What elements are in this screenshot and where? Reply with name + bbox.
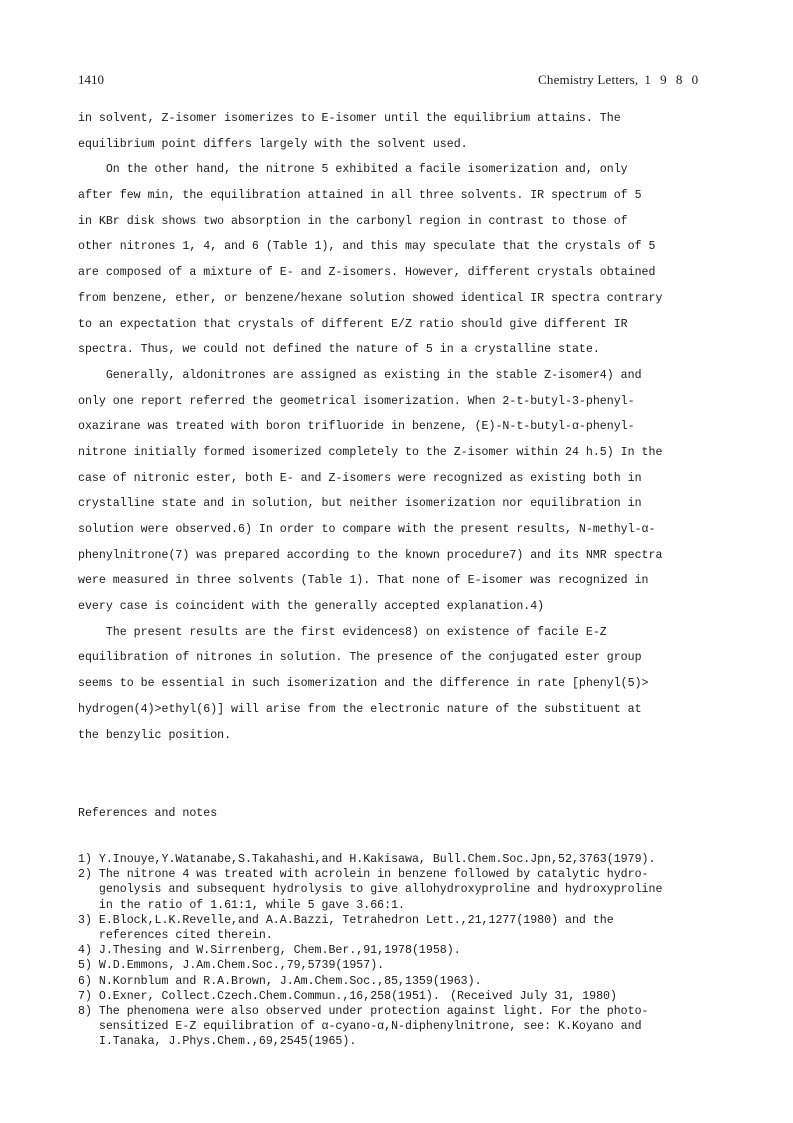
reference-line: genolysis and subsequent hydrolysis to give allohydroxyproline and hydroxyproline xyxy=(78,883,663,897)
reference-line: I.Tanaka, J.Phys.Chem.,69,2545(1965). xyxy=(78,1035,357,1049)
references-section xyxy=(78,776,728,1080)
reference-line: 5) W.D.Emmons, J.Am.Chem.Soc.,79,5739(1957). xyxy=(78,959,385,973)
running-header xyxy=(538,72,701,88)
reference-line: sensitized E-Z equilibration of α-cyano-α,N-diphenylnitrone, see: K.Koyano and xyxy=(78,1020,642,1034)
reference-line: 3) E.Block,L.K.Revelle,and A.A.Bazzi, Tetrahedron Lett.,21,1277(1980) and the xyxy=(78,913,614,927)
references-heading: References and notes xyxy=(78,807,218,821)
body-line: to an expectation that crystals of different E/Z ratio should give different IR xyxy=(78,317,628,331)
body-text xyxy=(78,106,718,748)
body-line: phenylnitrone(7) was prepared according to the known procedure7) and its NMR spectra xyxy=(78,548,663,562)
body-line: Generally, aldonitrones are assigned as existing in the stable Z-isomer4) and xyxy=(78,368,642,382)
reference-line: references cited therein. xyxy=(78,928,273,942)
body-line: other nitrones 1, 4, and 6 (Table 1), and this may speculate that the crystals of 5 xyxy=(78,240,656,254)
body-line: oxazirane was treated with boron trifluoride in benzene, (E)-N-t-butyl-α-phenyl- xyxy=(78,420,635,434)
body-line: The present results are the first evidences8) on existence of facile E-Z xyxy=(78,625,607,639)
journal-name: Chemistry Letters, xyxy=(538,72,639,87)
body-line: case of nitronic ester, both E- and Z-isomers were recognized as existing both in xyxy=(78,471,642,485)
reference-line: 7) O.Exner, Collect.Czech.Chem.Commun.,16,258(1951). xyxy=(78,989,440,1003)
page-number: 1410 xyxy=(78,72,104,87)
body-line: seems to be essential in such isomerization and the difference in rate [phenyl(5)> xyxy=(78,677,649,691)
reference-line: 2) The nitrone 4 was treated with acrolein in benzene followed by catalytic hydro- xyxy=(78,868,649,882)
body-line: in KBr disk shows two absorption in the carbonyl region in contrast to those of xyxy=(78,214,628,228)
body-line: after few min, the equilibration attained in all three solvents. IR spectrum of 5 xyxy=(78,189,642,203)
reference-line: 6) N.Kornblum and R.A.Brown, J.Am.Chem.Soc.,85,1359(1963). xyxy=(78,974,482,988)
reference-line: 1) Y.Inouye,Y.Watanabe,S.Takahashi,and H.Kakisawa, Bull.Chem.Soc.Jpn,52,3763(1979). xyxy=(78,853,656,866)
body-line: are composed of a mixture of E- and Z-isomers. However, different crystals obtained xyxy=(78,266,656,280)
body-line: On the other hand, the nitrone 5 exhibited a facile isomerization and, only xyxy=(78,163,628,177)
body-line: were measured in three solvents (Table 1). That none of E-isomer was recognized in xyxy=(78,574,649,588)
reference-line: 8) The phenomena were also observed under protection against light. For the photo- xyxy=(78,1004,649,1018)
body-line: the benzylic position. xyxy=(78,728,232,742)
body-line: solution were observed.6) In order to compare with the present results, N-methyl-α- xyxy=(78,523,656,536)
body-line: equilibration of nitrones in solution. The presence of the conjugated ester group xyxy=(78,651,642,665)
references-list xyxy=(78,852,728,1049)
journal-year: 1 9 8 0 xyxy=(644,72,702,87)
body-line: crystalline state and in solution, but neither isomerization nor equilibration in xyxy=(78,497,642,511)
body-line: in solvent, Z-isomer isomerizes to E-isomer until the equilibrium attains. The xyxy=(78,112,621,125)
reference-line: 4) J.Thesing and W.Sirrenberg, Chem.Ber.,91,1978(1958). xyxy=(78,944,461,958)
body-line: from benzene, ether, or benzene/hexane solution showed identical IR spectra contrary xyxy=(78,291,663,305)
body-line: every case is coincident with the generally accepted explanation.4) xyxy=(78,600,545,614)
body-line: only one report referred the geometrical isomerization. When 2-t-butyl-3-phenyl- xyxy=(78,394,635,408)
reference-line: in the ratio of 1.61:1, while 5 gave 3.66:1. xyxy=(78,898,405,912)
body-line: spectra. Thus, we could not defined the nature of 5 in a crystalline state. xyxy=(78,343,600,357)
body-line: equilibrium point differs largely with the solvent used. xyxy=(78,137,468,151)
body-line: hydrogen(4)>ethyl(6)] will arise from the electronic nature of the substituent at xyxy=(78,702,642,716)
received-date: (Received July 31, 1980) xyxy=(450,990,617,1003)
body-line: nitrone initially formed isomerized completely to the Z-isomer within 24 h.5) In the xyxy=(78,445,663,459)
